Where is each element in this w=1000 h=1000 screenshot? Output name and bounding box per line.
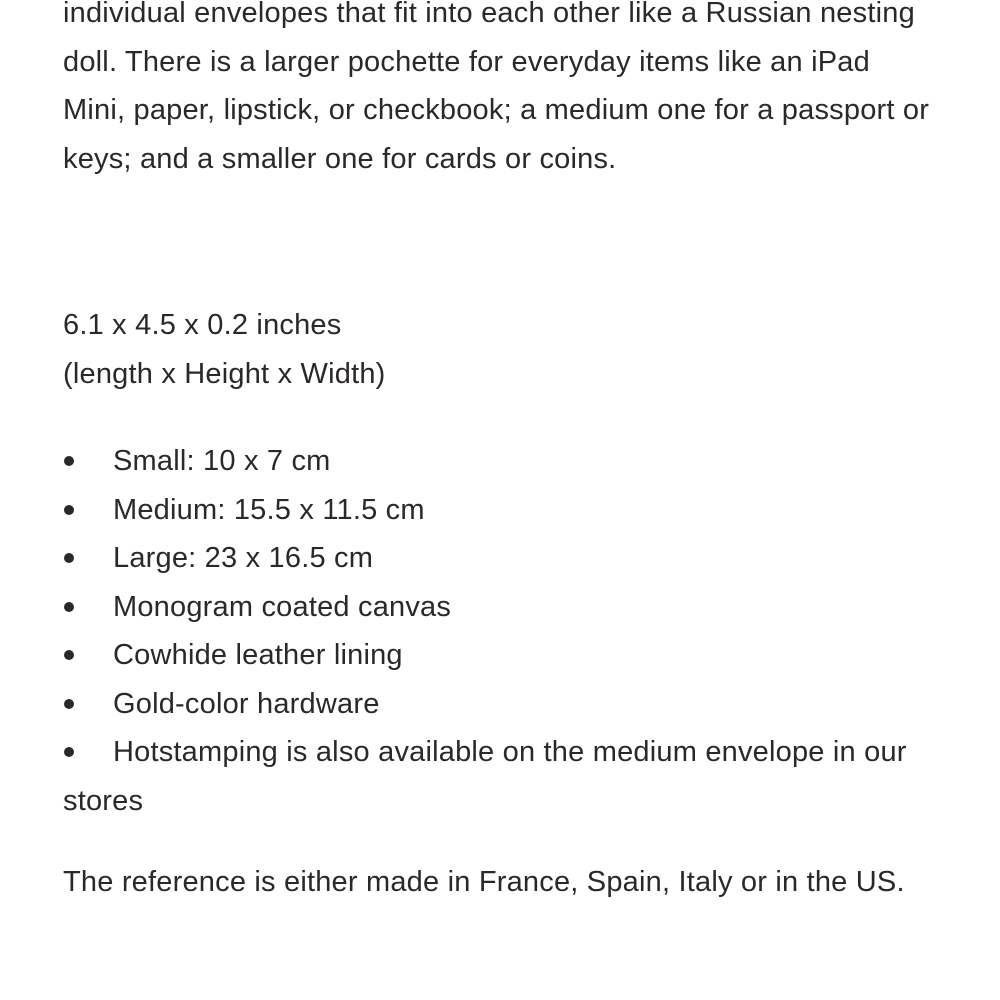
feature-item: Cowhide leather lining (63, 631, 932, 680)
dimensions-legend: (length x Height x Width) (63, 357, 386, 390)
feature-item: Large: 23 x 16.5 cm (63, 534, 932, 583)
feature-item: Monogram coated canvas (63, 583, 932, 632)
feature-item: Gold-color hardware (63, 680, 932, 729)
feature-item: Medium: 15.5 x 11.5 cm (63, 486, 932, 535)
feature-item: Hotstamping is also available on the medium envelope in our stores (63, 728, 932, 825)
dimensions-value: 6.1 x 4.5 x 0.2 inches (63, 309, 342, 341)
intro-paragraph: individual envelopes that fit into each other like a Russian nesting doll. There is a larger pochette for everyday items like an iPad Mini, paper, lipstick, or checkbook; a medium one for a passport or keys; and a smaller one for cards or coins. (63, 0, 930, 175)
features-list (63, 437, 932, 825)
origin-paragraph: The reference is either made in France, Spain, Italy or in the US. (63, 866, 905, 898)
dimensions-block (63, 301, 932, 398)
feature-item: Small: 10 x 7 cm (63, 437, 932, 486)
